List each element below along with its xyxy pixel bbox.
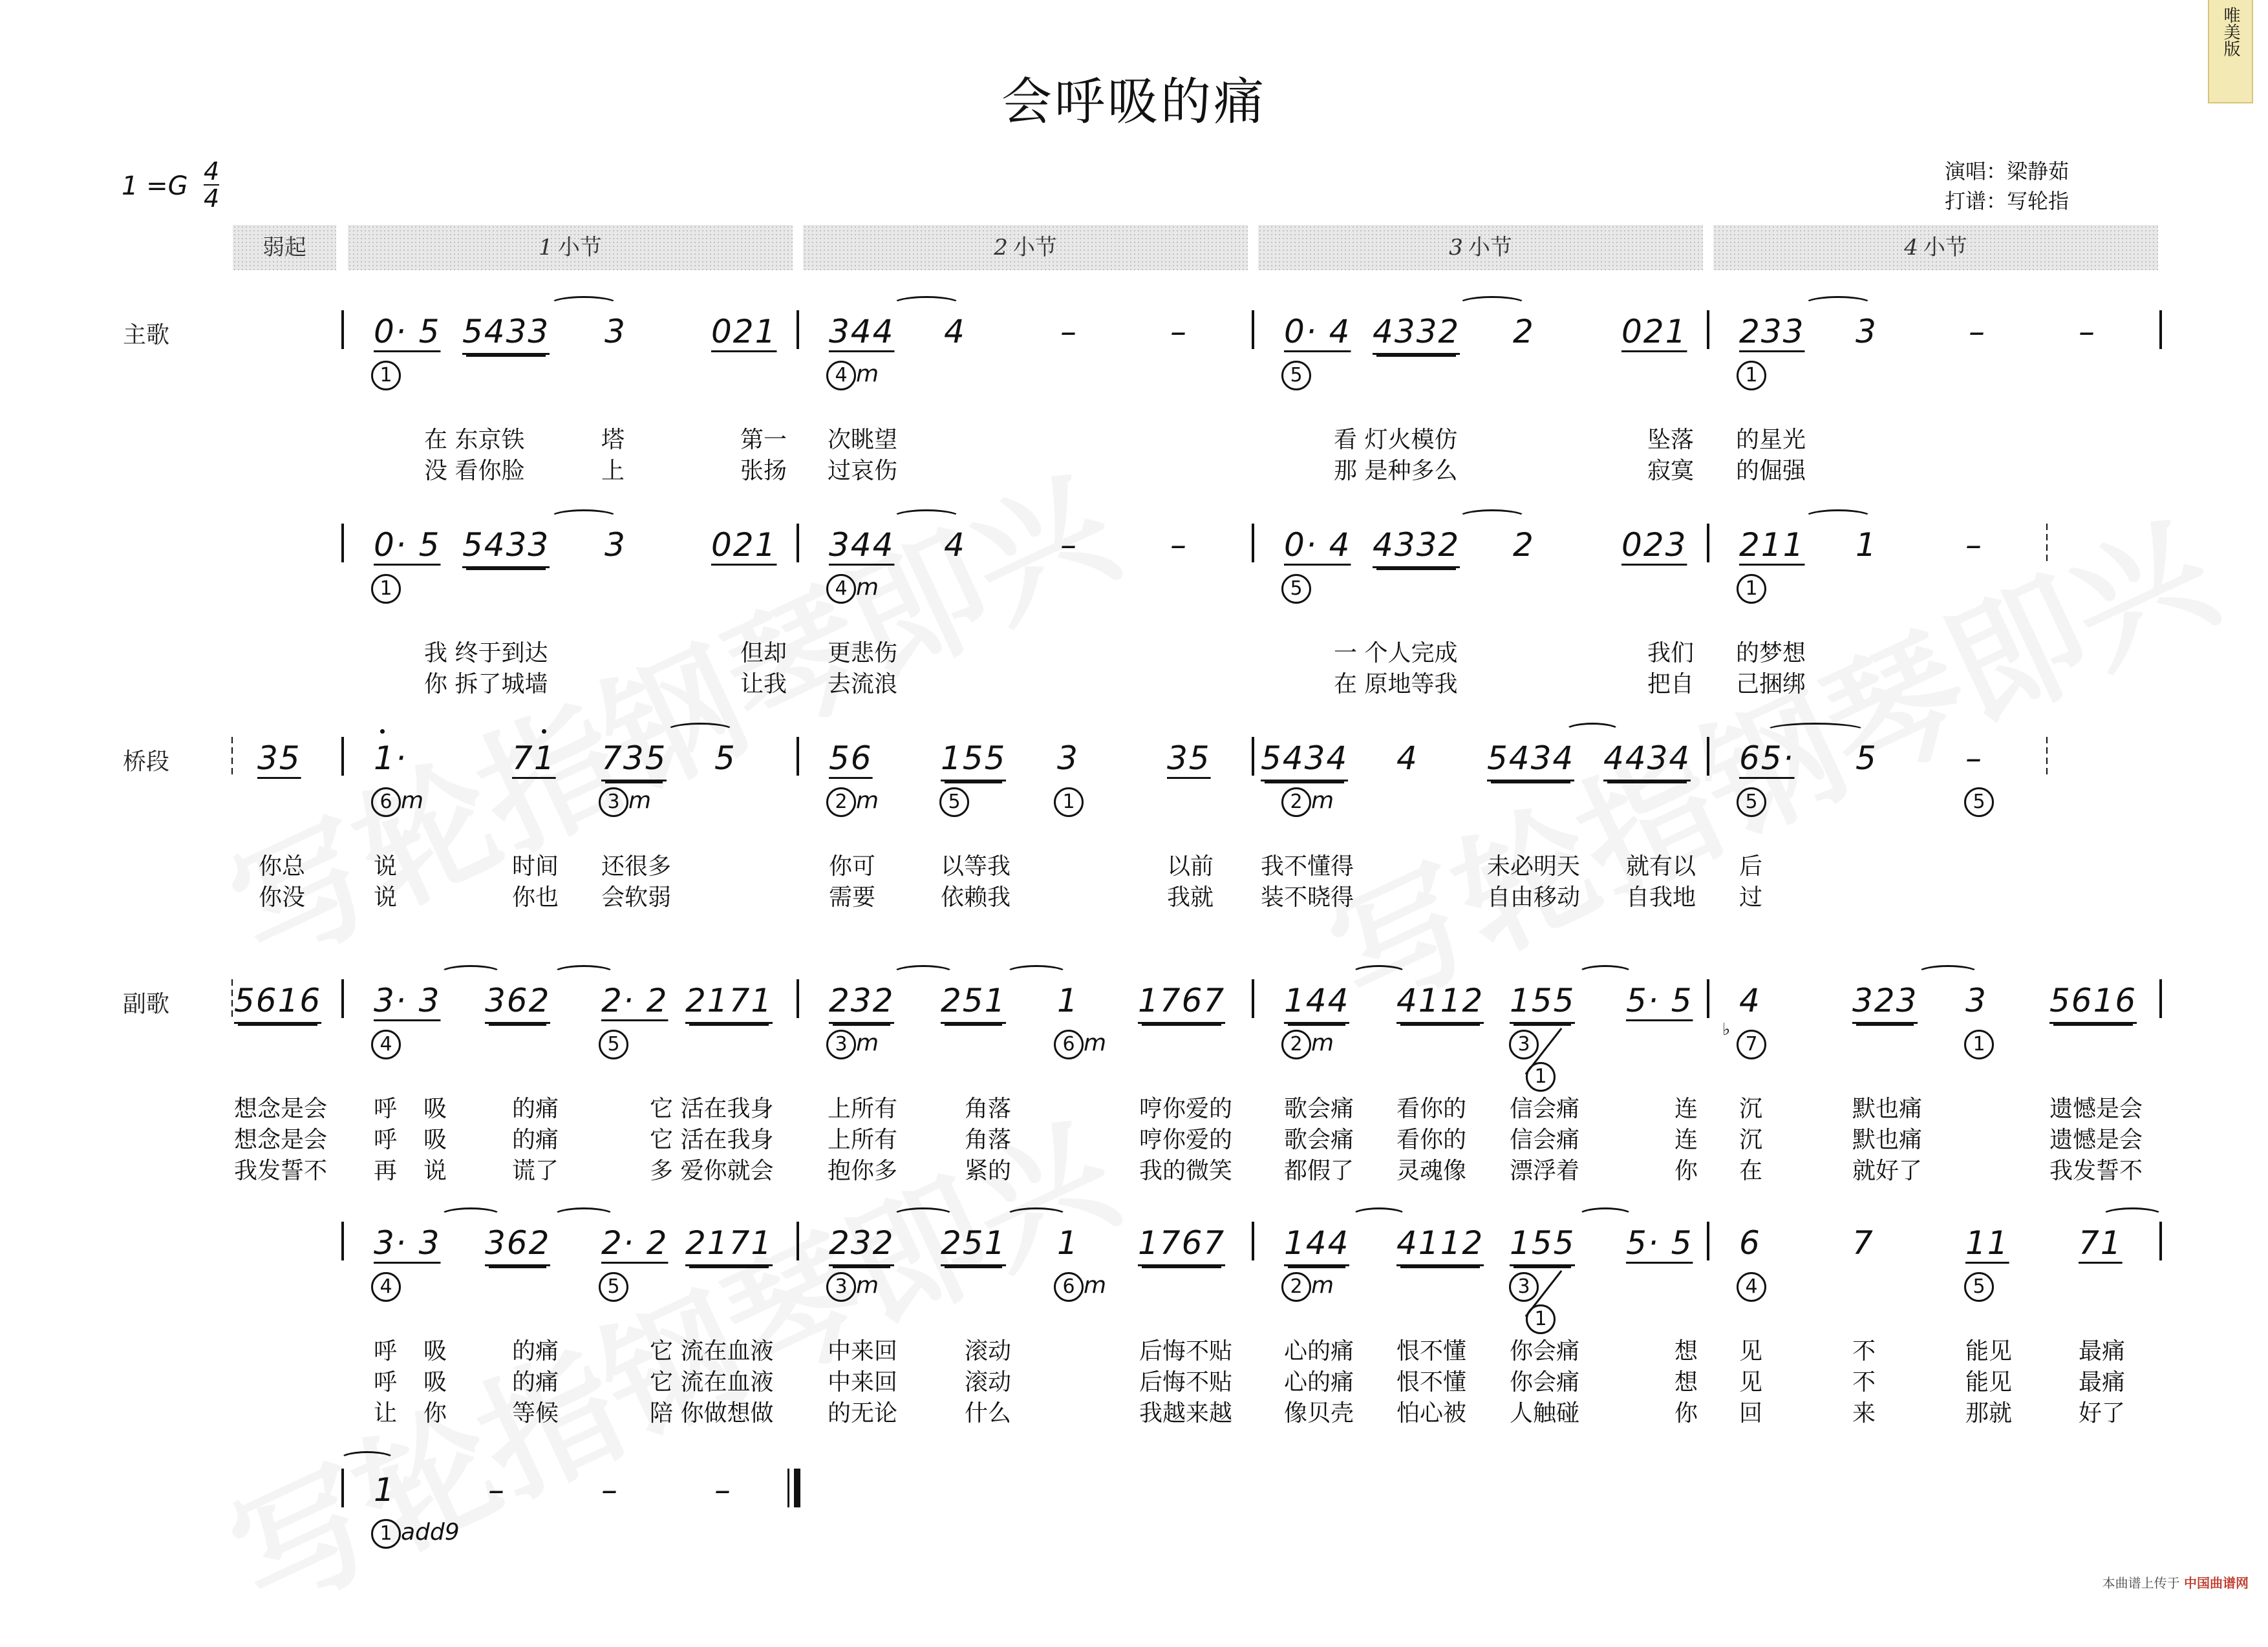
lyric: 见 [1739, 1369, 1763, 1396]
section-chorus: 副歌 [123, 991, 170, 1017]
header-measure-1: 1 小节 [348, 225, 793, 270]
lyric: 能见 [1965, 1369, 2013, 1396]
key-signature: 1 =G [122, 171, 188, 201]
chord-symbol: 1 [1737, 574, 1766, 604]
chord-symbol: 6 m [1054, 1030, 1106, 1059]
lyric: 默也痛 [1852, 1096, 1923, 1122]
section-bridge: 桥段 [123, 749, 170, 775]
lyric: 都假了 [1284, 1158, 1354, 1184]
lyric: 陪 你做想做 [650, 1400, 774, 1427]
version-badge-text: 唯美版 [2221, 6, 2240, 57]
note-dash: – [714, 1471, 732, 1509]
lyric: 呼 [374, 1369, 398, 1396]
score-title: 会呼吸的痛 [1001, 73, 1267, 131]
lyric: 会软弱 [601, 884, 672, 911]
lyric: 后 [1739, 853, 1763, 880]
lyric: 过 [1739, 884, 1763, 911]
note-group: 4332 [1373, 526, 1460, 568]
note-group: 5433 [462, 526, 550, 568]
lyric: 呼 [374, 1096, 398, 1122]
note-group: 0· 5 [374, 313, 441, 350]
lyric: 以等我 [941, 853, 1011, 880]
lyric: 来 [1852, 1400, 1876, 1427]
lyric: 坠落 [1647, 427, 1695, 453]
lyric: 后悔不贴 [1139, 1338, 1233, 1365]
lyric: 的痛 [512, 1096, 559, 1122]
lyric: 你也 [512, 884, 559, 911]
note-group: 4 [944, 526, 966, 564]
note-group: 4434 [1603, 739, 1691, 781]
note-group: 362 [485, 1224, 550, 1266]
chord-symbol: 7 [1737, 1030, 1766, 1059]
lyric: 它 流在血液 [650, 1338, 774, 1365]
note-group: 2· 2 [601, 1224, 669, 1262]
chord-symbol: 4 [371, 1272, 401, 1302]
lyric: 张扬 [740, 458, 787, 484]
note-dash: – [1969, 313, 1986, 350]
chord-symbol: 5 [1964, 1272, 1994, 1302]
note-group: 0· 5 [374, 526, 441, 564]
chord-symbol: 1 [1964, 1030, 1994, 1059]
lyric: 的痛 [512, 1369, 559, 1396]
time-signature-top: 4 [204, 157, 220, 186]
lyric: 像贝壳 [1284, 1400, 1354, 1427]
lyric: 看你的 [1396, 1096, 1467, 1122]
lyric: 信会痛 [1510, 1096, 1580, 1122]
note-group: 2171 [685, 982, 773, 1024]
lyric: 等候 [512, 1400, 559, 1427]
chord-symbol: 4 m [826, 361, 879, 390]
lyric: 沉 [1739, 1096, 1763, 1122]
note-group: 7 [1852, 1224, 1874, 1262]
lyric: 漂浮着 [1510, 1158, 1580, 1184]
note-group: 144 [1284, 982, 1349, 1024]
lyric: 怕心被 [1396, 1400, 1467, 1427]
lyric: 把自 [1647, 671, 1695, 697]
note-group: 56 [829, 739, 873, 777]
lyric: 那 是种多么 [1334, 458, 1458, 484]
note-group: 4 [1396, 739, 1418, 777]
note-group: 155 [941, 739, 1006, 781]
header-pickup: 弱起 [233, 225, 336, 270]
note-dash: – [1965, 526, 1983, 564]
chord-symbol: 3 m [826, 1030, 879, 1059]
chord-symbol: 2 m [826, 787, 879, 817]
lyric: 你 [1674, 1400, 1698, 1427]
chord-symbol: 1 [1526, 1304, 1556, 1334]
footer-prefix: 本曲谱上传于 [2102, 1575, 2180, 1591]
note-group: 3 [604, 526, 626, 564]
lyric: 己捆绑 [1736, 671, 1806, 697]
lyric: 中来回 [828, 1338, 898, 1365]
note-group: 2 [1513, 526, 1535, 564]
lyric: 次眺望 [828, 427, 898, 453]
lyric: 角落 [965, 1096, 1012, 1122]
lyric: 好了 [2079, 1400, 2126, 1427]
lyric: 你会痛 [1510, 1338, 1580, 1365]
lyric: 滚动 [965, 1369, 1012, 1396]
note-group: 3· 3 [374, 982, 441, 1019]
note-group: 71 [2079, 1224, 2123, 1262]
lyric: 我们 [1647, 640, 1695, 666]
note-group: 71 [512, 739, 556, 777]
note-group: 232 [829, 1224, 894, 1266]
header-measure-2: 2 小节 [803, 225, 1248, 270]
note-dash: – [1060, 313, 1078, 350]
note-group: 1 [374, 1471, 396, 1509]
lyric: 歌会痛 [1284, 1127, 1354, 1153]
lyric: 你 拆了城墙 [424, 671, 548, 697]
lyric: 我 终于到达 [424, 640, 548, 666]
lyric: 未必明天 [1487, 853, 1581, 880]
chord-symbol: 5 [939, 787, 969, 817]
chord-symbol: 2 m [1281, 1030, 1334, 1059]
lyric: 后悔不贴 [1139, 1369, 1233, 1396]
chord-symbol: 5 [1281, 574, 1311, 604]
chord-symbol: 1 add9 [371, 1519, 460, 1549]
lyric: 多 爱你就会 [650, 1158, 774, 1184]
note-group: 211 [1739, 526, 1805, 564]
footer-site-logo[interactable]: 中国曲谱网 [2184, 1575, 2249, 1591]
note-group: 344 [829, 526, 895, 564]
note-group: 0· 4 [1284, 526, 1351, 564]
lyric: 没 看你脸 [424, 458, 525, 484]
chord-symbol: 3 [1509, 1272, 1539, 1302]
lyric: 上所有 [828, 1096, 898, 1122]
chord-symbol: 6 m [1054, 1272, 1106, 1302]
lyric: 你没 [259, 884, 306, 911]
lyric: 依赖我 [941, 884, 1011, 911]
chord-symbol: 1 [1054, 787, 1084, 817]
lyric: 灵魂像 [1396, 1158, 1467, 1184]
lyric: 说 [423, 1158, 447, 1184]
header-measure-3: 3 小节 [1258, 225, 1703, 270]
lyric: 的倔强 [1736, 458, 1806, 484]
lyric: 的无论 [828, 1400, 898, 1427]
lyric: 信会痛 [1510, 1127, 1580, 1153]
lyric: 人触碰 [1510, 1400, 1580, 1427]
note-group: 5434 [1487, 739, 1574, 781]
note-group: 1 [1057, 982, 1079, 1019]
note-group: 2171 [685, 1224, 773, 1266]
note-group: 4 [1739, 982, 1761, 1019]
lyric: 寂寞 [1647, 458, 1695, 484]
arranger-credit: 打谱：写轮指 [1945, 189, 2070, 213]
chord-symbol: 5 [1737, 787, 1766, 817]
lyric: 第一 [740, 427, 787, 453]
singer-credit: 演唱：梁静茹 [1945, 159, 2070, 184]
note-group: 023 [1621, 526, 1687, 564]
lyric: 让 [374, 1400, 398, 1427]
note-group: 323 [1852, 982, 1918, 1024]
lyric: 它 活在我身 [650, 1127, 774, 1153]
note-group: 5· 5 [1626, 982, 1693, 1019]
lyric: 抱你多 [828, 1158, 898, 1184]
lyric: 见 [1739, 1338, 1763, 1365]
lyric: 最痛 [2079, 1338, 2126, 1365]
lyric: 你可 [829, 853, 876, 880]
lyric: 我的微笑 [1139, 1158, 1233, 1184]
note-group: 5· 5 [1626, 1224, 1693, 1262]
lyric: 想 [1674, 1369, 1698, 1396]
lyric: 紧的 [965, 1158, 1012, 1184]
note-group: 5433 [462, 313, 550, 355]
lyric: 角落 [965, 1127, 1012, 1153]
note-group: 5434 [1261, 739, 1348, 781]
note-group: 3 [1057, 739, 1079, 777]
lyric: 更悲伤 [828, 640, 898, 666]
lyric: 什么 [965, 1400, 1012, 1427]
note-group: 155 [1510, 1224, 1575, 1266]
lyric: 回 [1739, 1400, 1763, 1427]
lyric: 滚动 [965, 1338, 1012, 1365]
lyric: 吸 [423, 1338, 447, 1365]
lyric: 在 [1739, 1158, 1763, 1184]
lyric: 的梦想 [1736, 640, 1806, 666]
chord-symbol: 3 m [826, 1272, 879, 1302]
time-signature [204, 158, 219, 211]
note-group: 144 [1284, 1224, 1349, 1266]
chord-symbol: 4 [371, 1030, 401, 1059]
chord-symbol: 4 [1737, 1272, 1766, 1302]
lyric: 能见 [1965, 1338, 2013, 1365]
note-group: 65· [1739, 739, 1795, 777]
note-group: 35 [1167, 739, 1211, 777]
note-group: 1 [1057, 1224, 1079, 1262]
note-group: 6 [1739, 1224, 1761, 1262]
note-group: 3 [1965, 982, 1987, 1019]
credits [1945, 156, 2069, 216]
lyric: 我发誓不 [2049, 1158, 2143, 1184]
note-group: 362 [485, 982, 550, 1024]
note-group: 021 [711, 526, 777, 564]
note-group: 1767 [1138, 982, 1225, 1024]
chord-symbol: 1 [1737, 361, 1766, 390]
lyric: 心的痛 [1284, 1369, 1354, 1396]
note-group: 5 [714, 739, 736, 777]
note-group: 251 [941, 1224, 1006, 1266]
lyric: 歌会痛 [1284, 1096, 1354, 1122]
lyric: 我就 [1167, 884, 1214, 911]
chord-symbol: 3 [1509, 1030, 1539, 1059]
lyric: 自我地 [1626, 884, 1696, 911]
lyric: 的星光 [1736, 427, 1806, 453]
lyric: 你 [423, 1400, 447, 1427]
note-group: 2· 2 [601, 982, 669, 1019]
lyric: 的痛 [512, 1127, 559, 1153]
note-group: 1· [374, 739, 407, 777]
note-dash: – [488, 1471, 506, 1509]
chord-symbol: 2 m [1281, 1272, 1334, 1302]
lyric: 就有以 [1626, 853, 1696, 880]
chord-symbol: 5 [599, 1272, 628, 1302]
note-group: 251 [941, 982, 1006, 1024]
note-dash: – [1170, 313, 1188, 350]
lyric: 连 [1674, 1127, 1698, 1153]
lyric: 时间 [512, 853, 559, 880]
lyric: 吸 [423, 1096, 447, 1122]
chord-symbol: 5 [1281, 361, 1311, 390]
lyric: 遗憾是会 [2049, 1096, 2143, 1122]
lyric: 连 [1674, 1096, 1698, 1122]
note-dash: – [1060, 526, 1078, 564]
note-group: 4332 [1373, 313, 1460, 355]
final-barline [794, 1469, 800, 1507]
lyric: 我发誓不 [234, 1158, 328, 1184]
note-group: 344 [829, 313, 895, 350]
chord-symbol: 3 m [599, 787, 651, 817]
lyric: 吸 [423, 1127, 447, 1153]
lyric: 恨不懂 [1396, 1338, 1467, 1365]
note-group: 4112 [1396, 982, 1484, 1024]
chord-symbol: 2 m [1281, 787, 1334, 817]
note-group: 3· 3 [374, 1224, 441, 1262]
header-measure-4: 4 小节 [1713, 225, 2158, 270]
chord-symbol: 4 m [826, 574, 879, 604]
lyric: 谎了 [512, 1158, 559, 1184]
watermark-1 [197, 423, 1141, 1001]
note-group: 4112 [1396, 1224, 1484, 1266]
lyric: 想念是会 [234, 1096, 328, 1122]
note-group: 233 [1739, 313, 1805, 350]
time-signature-bottom: 4 [204, 184, 220, 213]
lyric: 说 [374, 884, 398, 911]
note-group: 5616 [234, 982, 321, 1024]
lyric: 你 [1674, 1158, 1698, 1184]
note-group: 021 [711, 313, 777, 350]
note-group: 155 [1510, 982, 1575, 1024]
lyric: 去流浪 [828, 671, 898, 697]
lyric: 以前 [1167, 853, 1214, 880]
lyric: 就好了 [1852, 1158, 1923, 1184]
lyric: 想念是会 [234, 1127, 328, 1153]
lyric: 说 [374, 853, 398, 880]
note-group: 2 [1513, 313, 1535, 350]
lyric: 呼 [374, 1127, 398, 1153]
lyric: 你总 [259, 853, 306, 880]
lyric: 心的痛 [1284, 1338, 1354, 1365]
lyric: 沉 [1739, 1127, 1763, 1153]
lyric: 再 [374, 1158, 398, 1184]
lyric: 上 [601, 458, 625, 484]
lyric: 过哀伤 [828, 458, 898, 484]
lyric: 吸 [423, 1369, 447, 1396]
note-group: 3 [1856, 313, 1878, 350]
lyric: 我不懂得 [1261, 853, 1354, 880]
chord-symbol: 5 [599, 1030, 628, 1059]
lyric: 默也痛 [1852, 1127, 1923, 1153]
note-group: 1 [1856, 526, 1878, 564]
lyric: 塔 [601, 427, 625, 453]
note-dash: – [1170, 526, 1188, 564]
lyric: 不 [1852, 1369, 1876, 1396]
note-group: 4 [944, 313, 966, 350]
lyric: 的痛 [512, 1338, 559, 1365]
note-group: 5 [1856, 739, 1878, 777]
lyric: 遗憾是会 [2049, 1127, 2143, 1153]
lyric: 装不晓得 [1261, 884, 1354, 911]
lyric: 想 [1674, 1338, 1698, 1365]
lyric: 哼你爱的 [1139, 1127, 1233, 1153]
lyric: 但却 [740, 640, 787, 666]
lyric: 还很多 [601, 853, 672, 880]
lyric: 看你的 [1396, 1127, 1467, 1153]
lyric: 你会痛 [1510, 1369, 1580, 1396]
note-group: 021 [1621, 313, 1687, 350]
note-group: 3 [604, 313, 626, 350]
lyric: 在 东京铁 [424, 427, 525, 453]
chord-symbol: 1 [371, 574, 401, 604]
lyric: 中来回 [828, 1369, 898, 1396]
note-group: 0· 4 [1284, 313, 1351, 350]
lyric: 看 灯火模仿 [1334, 427, 1458, 453]
version-badge [2208, 0, 2253, 103]
lyric: 我越来越 [1139, 1400, 1233, 1427]
lyric: 最痛 [2079, 1369, 2126, 1396]
lyric: 恨不懂 [1396, 1369, 1467, 1396]
lyric: 那就 [1965, 1400, 2013, 1427]
lyric: 需要 [829, 884, 876, 911]
note-group: 232 [829, 982, 894, 1024]
lyric: 让我 [740, 671, 787, 697]
lyric: 哼你爱的 [1139, 1096, 1233, 1122]
lyric: 它 流在血液 [650, 1369, 774, 1396]
chord-symbol: 6 m [371, 787, 423, 817]
lyric: 上所有 [828, 1127, 898, 1153]
note-group: 5616 [2049, 982, 2137, 1024]
upload-footer [2102, 1573, 2249, 1591]
lyric: 它 活在我身 [650, 1096, 774, 1122]
chord-symbol: 5 [1964, 787, 1994, 817]
lyric: 自由移动 [1487, 884, 1581, 911]
note-group: 735 [601, 739, 667, 781]
section-verse: 主歌 [123, 322, 170, 348]
note-dash: – [601, 1471, 619, 1509]
note-dash: – [2079, 313, 2096, 350]
note-group: 35 [257, 739, 301, 777]
note-group: 11 [1965, 1224, 2009, 1262]
flat-sign: ♭ [1722, 1020, 1731, 1039]
lyric: 不 [1852, 1338, 1876, 1365]
chord-symbol: 1 [1526, 1062, 1556, 1092]
note-group: 1767 [1138, 1224, 1225, 1266]
lyric: 在 原地等我 [1334, 671, 1458, 697]
lyric: 呼 [374, 1338, 398, 1365]
note-dash: – [1965, 739, 1983, 777]
lyric: 一 个人完成 [1334, 640, 1458, 666]
chord-symbol: 1 [371, 361, 401, 390]
